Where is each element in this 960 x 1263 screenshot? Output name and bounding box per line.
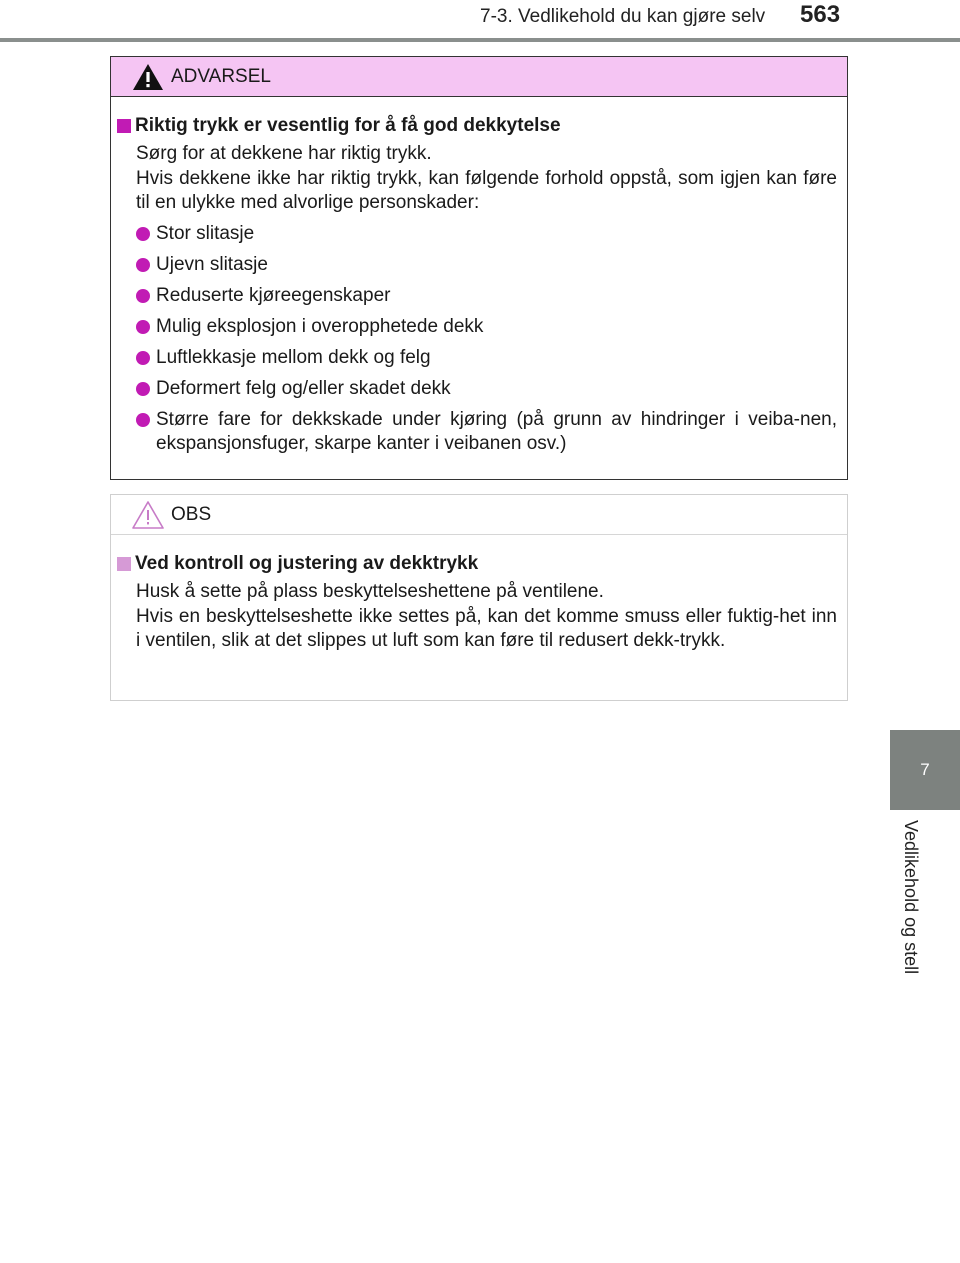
round-bullet-icon xyxy=(136,413,150,427)
list-item-text: Reduserte kjøreegenskaper xyxy=(156,284,391,306)
caution-label: OBS xyxy=(171,503,212,525)
list-item xyxy=(117,222,837,247)
warning-section-title-text: Riktig trykk er vesentlig for å få god dekkytelse xyxy=(135,115,561,136)
list-item xyxy=(117,253,837,278)
list-item xyxy=(117,346,837,371)
caution-box-body xyxy=(111,535,847,654)
list-item-text: Ujevn slitasje xyxy=(156,253,268,275)
round-bullet-icon xyxy=(136,289,150,303)
caution-line2: Hvis en beskyttelseshette ikke settes på, kan det komme smuss eller fuktig-het inn i ventilen, slik at det slippes ut luft som kan føre til redusert dekk-trykk. xyxy=(136,605,837,651)
round-bullet-icon xyxy=(136,382,150,396)
list-item-text: Større fare for dekkskade under kjøring (på grunn av hindringer i veiba-nen, ekspansjonsfuger, skarpe kanter i veibanen osv.) xyxy=(156,408,837,454)
caution-text xyxy=(117,580,837,654)
page-number: 563 xyxy=(800,1,841,28)
list-item xyxy=(117,284,837,309)
list-item xyxy=(117,377,837,402)
warning-box-header xyxy=(111,57,847,97)
warning-intro-line2: Hvis dekkene ikke har riktig trykk, kan følgende forhold oppstå, som igjen kan føre til en ulykke med alvorlige personskader: xyxy=(136,167,837,213)
warning-intro xyxy=(117,142,837,216)
square-bullet-icon xyxy=(117,557,131,571)
chapter-number: 7 xyxy=(920,760,930,779)
caution-triangle-icon xyxy=(131,500,165,530)
caution-box xyxy=(110,494,848,701)
list-item-text: Luftlekkasje mellom dekk og felg xyxy=(156,346,431,368)
warning-box xyxy=(110,56,848,480)
caution-line1: Husk å sette på plass beskyttelseshettene på ventilene. xyxy=(136,581,604,602)
section-header-title: 7-3. Vedlikehold du kan gjøre selv xyxy=(480,6,766,27)
caution-box-header xyxy=(111,495,847,535)
list-item-text: Deformert felg og/eller skadet dekk xyxy=(156,377,451,399)
list-item xyxy=(117,315,837,340)
round-bullet-icon xyxy=(136,258,150,272)
warning-list xyxy=(117,222,837,457)
list-item-text: Stor slitasje xyxy=(156,222,255,244)
round-bullet-icon xyxy=(136,351,150,365)
header-divider xyxy=(0,38,960,42)
warning-label: ADVARSEL xyxy=(171,65,271,87)
caution-section-title xyxy=(117,551,837,577)
round-bullet-icon xyxy=(136,227,150,241)
list-item-text: Mulig eksplosjon i overopphetede dekk xyxy=(156,315,484,337)
chapter-tab xyxy=(890,730,960,810)
caution-section-title-text: Ved kontroll og justering av dekktrykk xyxy=(135,553,479,574)
square-bullet-icon xyxy=(117,119,131,133)
list-item xyxy=(117,408,837,457)
warning-triangle-icon xyxy=(131,62,165,92)
warning-section-title xyxy=(117,113,837,139)
round-bullet-icon xyxy=(136,320,150,334)
warning-box-body xyxy=(111,97,847,457)
chapter-label: Vedlikehold og stell xyxy=(901,820,921,975)
warning-intro-line1: Sørg for at dekkene har riktig trykk. xyxy=(136,143,432,164)
